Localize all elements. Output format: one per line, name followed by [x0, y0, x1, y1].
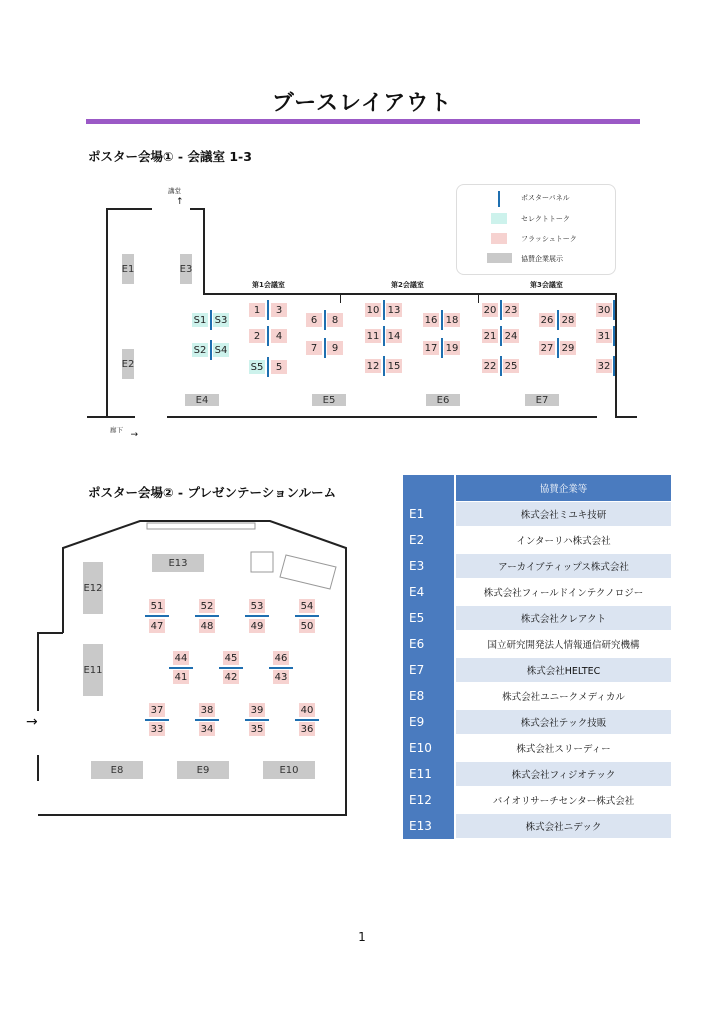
wall — [87, 416, 135, 418]
flash-booth: 32 — [597, 360, 611, 372]
poster-panel — [195, 719, 219, 721]
flash-booth: 13 — [387, 304, 401, 316]
flash-booth: 53 — [250, 600, 264, 612]
flash-booth: 34 — [200, 723, 214, 735]
flash-booth: 6 — [306, 313, 322, 327]
flash-booth: 35 — [250, 723, 264, 735]
table-cell-id: E8 — [403, 683, 454, 709]
poster-panel — [383, 356, 385, 376]
exhibit-e13: E13 — [152, 554, 204, 572]
flash-booth: 14 — [387, 330, 401, 342]
exhibit-e11: E11 — [83, 644, 103, 696]
poster-panel — [500, 326, 502, 346]
wall — [615, 293, 617, 417]
poster-panel — [267, 357, 269, 377]
exhibit-e2: E2 — [122, 349, 134, 379]
table-cell-id: E3 — [403, 553, 454, 579]
flash-booth: 15 — [387, 360, 401, 372]
flash-booth: 22 — [483, 360, 497, 372]
legend-text: ポスターパネル — [521, 194, 570, 202]
flash-booth: 31 — [597, 330, 611, 342]
select-booth: S5 — [250, 361, 264, 373]
flash-booth: 54 — [300, 600, 314, 612]
flash-booth: 9 — [327, 341, 343, 355]
poster-panel — [269, 667, 293, 669]
table-cell-id: E13 — [403, 813, 454, 839]
exhibit-e4: E4 — [185, 394, 219, 406]
wall — [615, 416, 637, 418]
flash-booth: 11 — [366, 330, 380, 342]
exhibit-e3: E3 — [180, 254, 192, 284]
flash-talk-swatch — [491, 233, 507, 244]
poster-panel — [383, 300, 385, 320]
flash-booth: 44 — [174, 652, 188, 664]
legend-row — [457, 212, 615, 226]
poster-panel — [500, 356, 502, 376]
table-row — [403, 709, 671, 735]
poster-panel — [145, 719, 169, 721]
table-row — [403, 631, 671, 657]
select-booth: S2 — [193, 344, 207, 356]
poster-panel — [219, 667, 243, 669]
entrance-arrow-icon: → — [26, 714, 38, 730]
legend-text: フラッシュトーク — [521, 235, 577, 243]
flash-booth: 23 — [504, 304, 518, 316]
flash-booth: 5 — [271, 360, 287, 374]
flash-booth: 16 — [424, 314, 438, 326]
title-rule — [86, 119, 640, 124]
table-cell-id: E9 — [403, 709, 454, 735]
poster-panel — [441, 310, 443, 330]
legend-row — [457, 191, 615, 205]
table-cell-name: 株式会社クレアクト — [456, 606, 671, 630]
table-cell-id: E11 — [403, 761, 454, 787]
table-row — [403, 657, 671, 683]
flash-booth: 28 — [561, 314, 575, 326]
poster-panel — [295, 615, 319, 617]
flash-booth: 52 — [200, 600, 214, 612]
table-row — [403, 813, 671, 839]
exhibit-e1: E1 — [122, 254, 134, 284]
poster-panel — [613, 356, 615, 376]
flash-booth: 19 — [445, 342, 459, 354]
exhibit-e12: E12 — [83, 562, 103, 614]
table-header — [403, 475, 671, 501]
wall — [190, 208, 204, 210]
exhibit-e9: E9 — [177, 761, 229, 779]
flash-booth: 49 — [250, 620, 264, 632]
table-row — [403, 605, 671, 631]
poster-panel — [500, 300, 502, 320]
table-cell-id: E12 — [403, 787, 454, 813]
flash-booth: 18 — [445, 314, 459, 326]
table-cell-name: 株式会社HELTEC — [456, 658, 671, 682]
flash-booth: 36 — [300, 723, 314, 735]
table-cell-name: アーカイブティップス株式会社 — [456, 554, 671, 578]
room-label-1: 第1会議室 — [252, 281, 285, 289]
flash-booth: 17 — [424, 342, 438, 354]
table-cell-id: E6 — [403, 631, 454, 657]
legend-text: 協賛企業展示 — [521, 255, 563, 263]
table-header-cell: 協賛企業等 — [456, 475, 671, 501]
table-row — [403, 735, 671, 761]
flash-booth: 12 — [366, 360, 380, 372]
table-cell-name: 株式会社ミユキ技研 — [456, 502, 671, 526]
table-cell-id: E2 — [403, 527, 454, 553]
table-cell-id: E4 — [403, 579, 454, 605]
select-booth: S3 — [214, 314, 228, 326]
flash-booth: 4 — [271, 329, 287, 343]
legend — [456, 184, 616, 275]
poster-panel — [324, 310, 326, 330]
table-row — [403, 761, 671, 787]
poster-panel — [324, 338, 326, 358]
right-arrow-icon: → — [130, 430, 138, 440]
table-row — [403, 683, 671, 709]
poster-panel — [245, 615, 269, 617]
poster-panel — [295, 719, 319, 721]
room-divider — [478, 293, 479, 303]
flash-booth: 41 — [174, 671, 188, 683]
table-row — [403, 553, 671, 579]
legend-row — [457, 232, 615, 246]
poster-panel — [210, 310, 212, 330]
legend-row — [457, 252, 615, 266]
flash-booth: 50 — [300, 620, 314, 632]
table-cell-id: E7 — [403, 657, 454, 683]
poster-panel — [169, 667, 193, 669]
flash-booth: 7 — [306, 341, 322, 355]
table-cell-id: E5 — [403, 605, 454, 631]
venue1-label: ポスター会場① - 会議室 1-3 — [88, 149, 252, 164]
room-label-2: 第2会議室 — [391, 281, 424, 289]
page-title: ブースレイアウト — [271, 91, 453, 116]
flash-booth: 8 — [327, 313, 343, 327]
flash-booth: 25 — [504, 360, 518, 372]
table-cell-name: 国立研究開発法人情報通信研究機構 — [456, 632, 671, 656]
table-cell-name: 株式会社ニデック — [456, 814, 671, 838]
poster-panel — [557, 310, 559, 330]
exhibit-e10: E10 — [263, 761, 315, 779]
wall — [106, 208, 152, 210]
poster-panel — [195, 615, 219, 617]
table-cell-name: 株式会社テック技販 — [456, 710, 671, 734]
poster-panel — [267, 326, 269, 346]
exhibit-e6: E6 — [426, 394, 460, 406]
poster-panel — [145, 615, 169, 617]
select-booth: S1 — [193, 314, 207, 326]
poster-panel — [383, 326, 385, 346]
wall — [106, 208, 108, 416]
flash-booth: 45 — [224, 652, 238, 664]
flash-booth: 26 — [540, 314, 554, 326]
table-cell-id: E1 — [403, 501, 454, 527]
table-row — [403, 579, 671, 605]
flash-booth: 24 — [504, 330, 518, 342]
poster-panel — [613, 300, 615, 320]
flash-booth: 29 — [561, 342, 575, 354]
table-row — [403, 527, 671, 553]
table-header-cell — [403, 475, 454, 501]
poster-panel — [267, 300, 269, 320]
select-booth: S4 — [214, 344, 228, 356]
flash-booth: 3 — [271, 303, 287, 317]
room-label-3: 第3会議室 — [530, 281, 563, 289]
flash-booth: 10 — [366, 304, 380, 316]
poster-panel — [613, 326, 615, 346]
exhibit-e8: E8 — [91, 761, 143, 779]
poster-panel — [210, 340, 212, 360]
flash-booth: 33 — [150, 723, 164, 735]
poster-panel — [245, 719, 269, 721]
flash-booth: 2 — [249, 329, 265, 343]
flash-booth: 38 — [200, 704, 214, 716]
exhibit-e5: E5 — [312, 394, 346, 406]
venue2-label: ポスター会場② - プレゼンテーションルーム — [88, 485, 337, 500]
flash-booth: 40 — [300, 704, 314, 716]
flash-booth: 47 — [150, 620, 164, 632]
wall — [203, 208, 205, 294]
table-cell-name: バイオリサーチセンター株式会社 — [456, 788, 671, 812]
flash-booth: 48 — [200, 620, 214, 632]
exhibit-swatch — [487, 253, 512, 263]
poster-panel — [441, 338, 443, 358]
flash-booth: 51 — [150, 600, 164, 612]
table-cell-name: 株式会社フィジオテック — [456, 762, 671, 786]
flash-booth: 43 — [274, 671, 288, 683]
flash-booth: 39 — [250, 704, 264, 716]
poster-panel — [557, 338, 559, 358]
flash-booth: 42 — [224, 671, 238, 683]
flash-booth: 46 — [274, 652, 288, 664]
poster-panel-swatch — [498, 191, 500, 207]
table-cell-id: E10 — [403, 735, 454, 761]
sponsor-table — [403, 475, 671, 839]
flash-booth: 1 — [249, 303, 265, 317]
table-cell-name: 株式会社スリーディー — [456, 736, 671, 760]
up-arrow-icon: ↑ — [176, 197, 184, 207]
select-talk-swatch — [491, 213, 507, 224]
flash-booth: 27 — [540, 342, 554, 354]
wall — [167, 416, 597, 418]
room-divider — [340, 293, 341, 303]
table-row — [403, 787, 671, 813]
flash-booth: 30 — [597, 304, 611, 316]
exhibit-e7: E7 — [525, 394, 559, 406]
table-row — [403, 501, 671, 527]
wall — [203, 293, 617, 295]
flash-booth: 20 — [483, 304, 497, 316]
direction-rouka: 廊下 — [110, 426, 123, 434]
direction-kougi: 講堂 — [168, 187, 181, 195]
legend-text: セレクトトーク — [521, 215, 570, 223]
page-number: 1 — [358, 930, 366, 944]
flash-booth: 21 — [483, 330, 497, 342]
table-cell-name: インターリハ株式会社 — [456, 528, 671, 552]
table-cell-name: 株式会社フィールドインテクノロジー — [456, 580, 671, 604]
flash-booth: 37 — [150, 704, 164, 716]
table-cell-name: 株式会社ユニークメディカル — [456, 684, 671, 708]
